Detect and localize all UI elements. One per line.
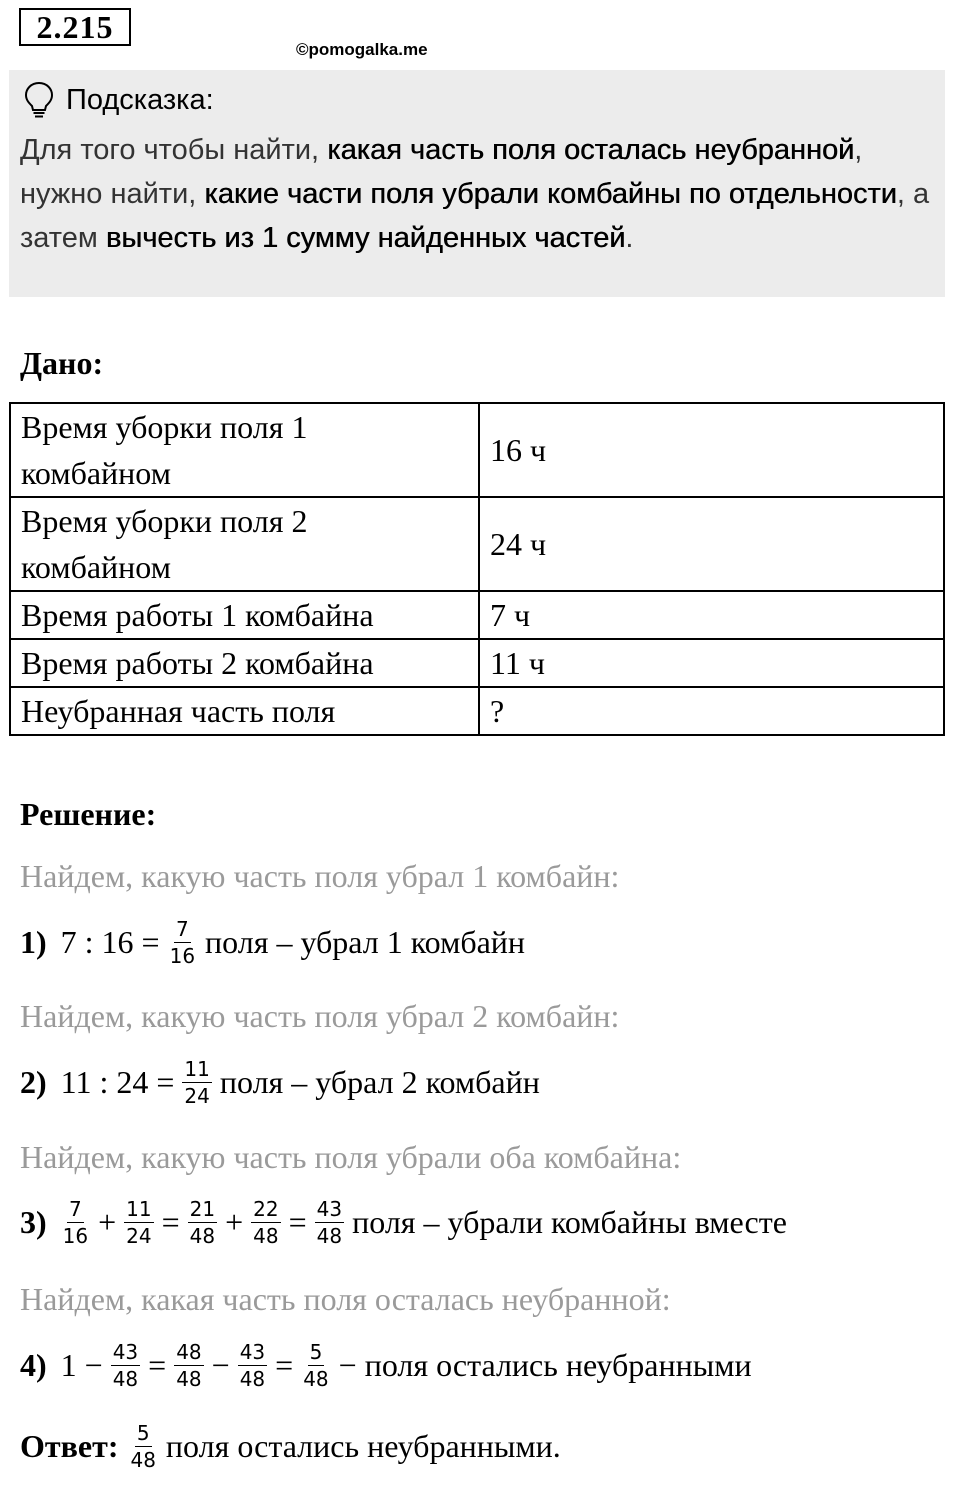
hint-title: Подсказка: xyxy=(66,84,214,116)
math-operator: = xyxy=(148,1347,167,1383)
fraction-numerator: 5 xyxy=(309,1340,323,1364)
table-row xyxy=(10,591,944,639)
fraction-denominator: 16 xyxy=(169,944,196,968)
hint-header xyxy=(22,80,214,120)
fraction xyxy=(238,1341,267,1390)
fraction-denominator: 48 xyxy=(189,1224,216,1248)
step-note: Найдем, какую часть поля убрал 2 комбайн: xyxy=(20,998,620,1034)
fraction xyxy=(188,1198,217,1247)
given-label-line: комбайном xyxy=(21,455,171,491)
fraction xyxy=(128,1422,157,1471)
answer-line xyxy=(20,1422,561,1471)
step-text: 7 : 16 = xyxy=(60,924,160,960)
step-number: 4) xyxy=(20,1347,47,1383)
fraction-denominator: 24 xyxy=(126,1224,152,1248)
given-label-line: Время работы 1 комбайна xyxy=(21,597,374,633)
watermark: ©pomogalka.me xyxy=(296,40,428,59)
given-label xyxy=(10,591,479,639)
hint-segment: , а затем xyxy=(20,178,930,254)
fraction-denominator: 48 xyxy=(316,1224,343,1248)
given-label xyxy=(10,403,479,497)
given-label-line: Время работы 2 комбайна xyxy=(21,645,374,681)
step-equation xyxy=(20,1058,544,1107)
fraction-numerator: 43 xyxy=(239,1340,266,1364)
fraction-denominator: 48 xyxy=(130,1448,156,1472)
hint-emphasis: какая часть поля осталась неубранной xyxy=(327,134,855,166)
math-operator: = xyxy=(161,1204,180,1240)
lightbulb-icon xyxy=(22,80,56,120)
fraction-numerator: 43 xyxy=(316,1197,343,1221)
given-label-line: комбайном xyxy=(21,549,171,585)
given-label-line: Время уборки поля 2 xyxy=(21,503,308,539)
fraction-denominator: 48 xyxy=(239,1367,266,1391)
fraction-numerator: 7 xyxy=(69,1197,82,1221)
math-operator: − xyxy=(211,1347,230,1383)
fraction-denominator: 24 xyxy=(184,1084,210,1108)
fraction xyxy=(315,1198,344,1247)
fraction-numerator: 7 xyxy=(175,917,189,941)
step-equation xyxy=(20,918,529,967)
step-note: Найдем, какая часть поля осталась неубранной: xyxy=(20,1281,671,1317)
fraction-numerator: 48 xyxy=(176,1340,202,1364)
table-row xyxy=(10,403,944,497)
given-label xyxy=(10,639,479,687)
math-operator: = xyxy=(275,1347,294,1383)
fraction-denominator: 48 xyxy=(112,1367,139,1391)
given-table xyxy=(9,402,945,736)
given-label xyxy=(10,687,479,735)
fraction-denominator: 48 xyxy=(303,1367,329,1391)
step-text: 11 : 24 = xyxy=(60,1064,175,1100)
fraction xyxy=(124,1198,153,1247)
step-text: − поля остались неубранными xyxy=(338,1347,752,1383)
given-value: 24 ч xyxy=(479,497,944,591)
fraction-numerator: 11 xyxy=(126,1197,152,1221)
table-row xyxy=(10,497,944,591)
math-operator: + xyxy=(98,1204,117,1240)
given-heading: Дано: xyxy=(20,345,104,381)
step-text: поля – убрал 2 комбайн xyxy=(219,1064,540,1100)
step-text: поля – убрал 1 комбайн xyxy=(205,924,526,960)
given-label xyxy=(10,497,479,591)
math-operator: = xyxy=(288,1204,307,1240)
math-operator: − xyxy=(84,1347,103,1383)
hint-segment: . xyxy=(625,222,634,254)
hint-segment: , нужно найти, xyxy=(20,134,863,210)
given-value: 11 ч xyxy=(479,639,944,687)
hint-text xyxy=(20,128,940,260)
step-number: 1) xyxy=(20,924,47,960)
fraction-numerator: 22 xyxy=(253,1197,279,1221)
given-value: 7 ч xyxy=(479,591,944,639)
step-note: Найдем, какую часть поля убрали оба комбайна: xyxy=(20,1139,682,1175)
fraction-numerator: 5 xyxy=(136,1421,150,1445)
hint-emphasis: какие части поля убрали комбайны по отдельности xyxy=(204,178,897,210)
step-number: 2) xyxy=(20,1064,47,1100)
fraction xyxy=(182,1058,211,1107)
solution-heading: Решение: xyxy=(20,796,157,832)
fraction-denominator: 48 xyxy=(176,1367,202,1391)
answer-text: поля остались неубранными. xyxy=(165,1428,561,1464)
fraction-denominator: 48 xyxy=(253,1224,279,1248)
math-operator: + xyxy=(225,1204,244,1240)
step-text: поля – убрали комбайны вместе xyxy=(352,1204,787,1240)
table-row xyxy=(10,639,944,687)
hint-segment: Для того чтобы найти, xyxy=(20,134,328,166)
given-label-line: Время уборки поля 1 xyxy=(21,409,308,445)
fraction xyxy=(111,1341,140,1390)
fraction-denominator: 16 xyxy=(62,1224,89,1248)
fraction xyxy=(174,1341,203,1390)
table-row xyxy=(10,687,944,735)
fraction-numerator: 21 xyxy=(189,1197,216,1221)
fraction-numerator: 11 xyxy=(184,1057,210,1081)
fraction xyxy=(251,1198,280,1247)
fraction xyxy=(168,918,197,967)
step-text: 1 xyxy=(60,1347,77,1383)
answer-label: Ответ: xyxy=(20,1428,119,1464)
given-value: ? xyxy=(479,687,944,735)
given-value: 16 ч xyxy=(479,403,944,497)
step-equation xyxy=(20,1341,756,1390)
given-label-line: Неубранная часть поля xyxy=(21,693,336,729)
step-note: Найдем, какую часть поля убрал 1 комбайн: xyxy=(20,858,620,894)
step-number: 3) xyxy=(20,1204,47,1240)
fraction xyxy=(61,1198,90,1247)
hint-emphasis: вычесть из 1 сумму найденных частей xyxy=(105,222,626,254)
task-number: 2.215 xyxy=(19,8,131,46)
step-equation xyxy=(20,1198,791,1247)
fraction xyxy=(301,1341,330,1390)
fraction-numerator: 43 xyxy=(112,1340,139,1364)
